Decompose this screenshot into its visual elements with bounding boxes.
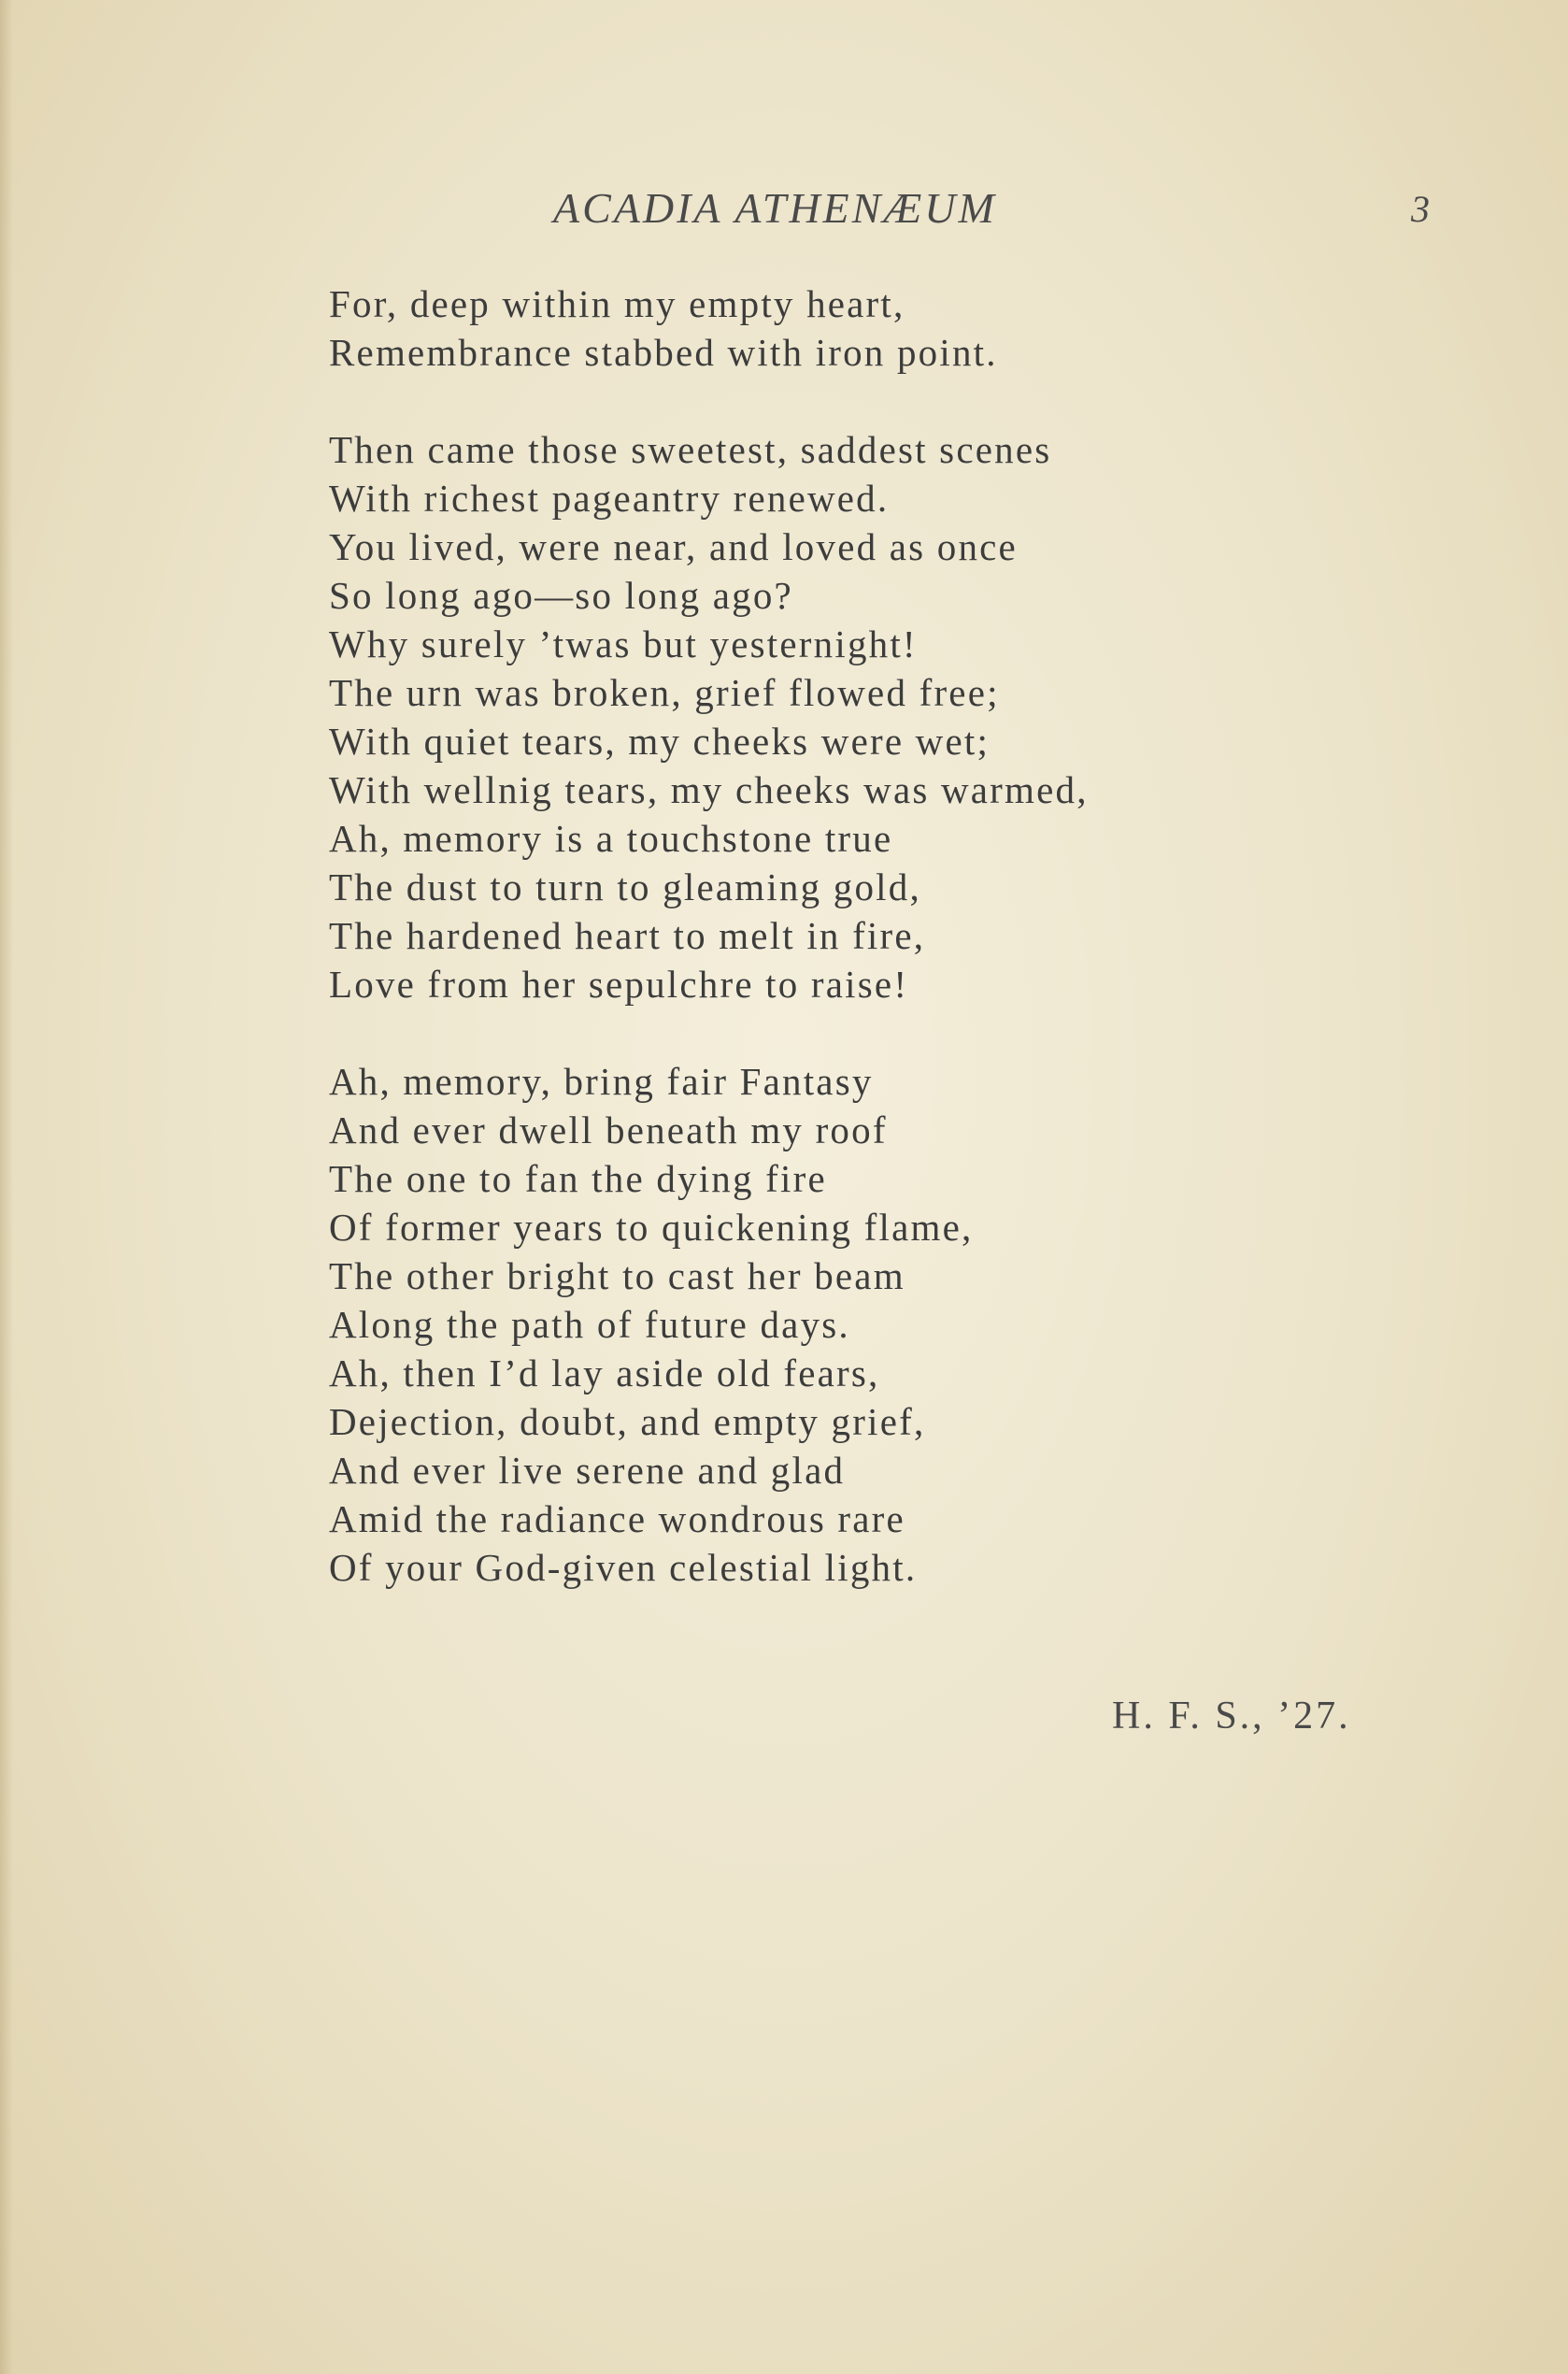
poem-line: And ever dwell beneath my roof [329, 1108, 888, 1151]
stanza-3 [329, 1057, 1357, 1592]
poem-line: Ah, memory is a touchstone true [329, 817, 893, 860]
page-edge [0, 0, 13, 2374]
author-signature: H. F. S., ’27. [1112, 1695, 1351, 1738]
poem-line: Dejection, doubt, and empty grief, [329, 1400, 926, 1443]
poem-line: The dust to turn to gleaming gold, [329, 865, 921, 908]
poem-line: Amid the radiance wondrous rare [329, 1497, 905, 1540]
poem-line: Then came those sweetest, saddest scenes [329, 428, 1052, 471]
poem-line: So long ago—so long ago? [329, 574, 793, 617]
poem-line: Ah, then I’d lay aside old fears, [329, 1351, 880, 1394]
poem-line: With wellnig tears, my cheeks was warmed, [329, 768, 1089, 811]
running-title: ACADIA ATHENÆUM [553, 184, 997, 232]
poem-line: You lived, were near, and loved as once [329, 525, 1018, 568]
poem-line: The hardened heart to melt in fire, [329, 914, 926, 957]
poem [329, 279, 1357, 1640]
stanza-1 [329, 279, 1357, 377]
poem-line: Ah, memory, bring fair Fantasy [329, 1060, 874, 1103]
poem-line: With quiet tears, my cheeks were wet; [329, 720, 991, 763]
poem-line: Why surely ’twas but yesternight! [329, 622, 918, 665]
poem-line: Love from her sepulchre to raise! [329, 963, 909, 1006]
poem-line: Remembrance stabbed with iron point. [329, 331, 998, 374]
stanza-2 [329, 425, 1357, 1008]
poem-line: The urn was broken, grief flowed free; [329, 671, 1000, 714]
page-header [0, 183, 1568, 239]
poem-line: With richest pageantry renewed. [329, 477, 890, 520]
poem-line: For, deep within my empty heart, [329, 282, 905, 325]
poem-line: The other bright to cast her beam [329, 1254, 905, 1297]
poem-line: Of former years to quickening flame, [329, 1206, 974, 1249]
poem-line: The one to fan the dying fire [329, 1157, 827, 1200]
poem-line: Along the path of future days. [329, 1303, 850, 1346]
poem-line: And ever live serene and glad [329, 1449, 846, 1492]
poem-line: Of your God-given celestial light. [329, 1546, 918, 1589]
page-number: 3 [1411, 188, 1430, 230]
